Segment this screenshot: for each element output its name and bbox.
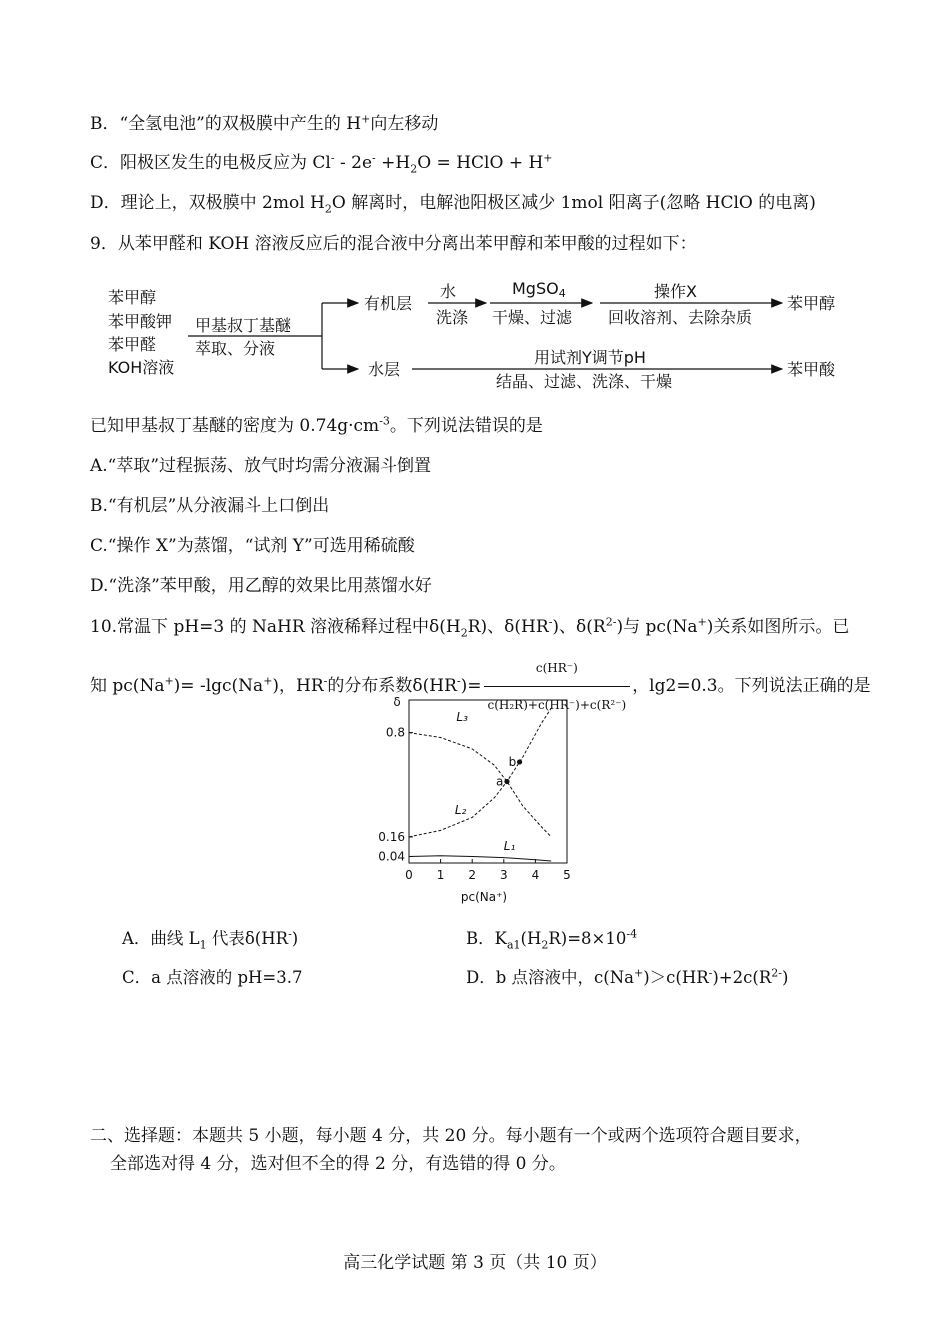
q8-option-c: C．阳极区发生的电极反应为 $Cl^- - 2e^- +H_2O$ = HClO + H+ — [90, 151, 553, 176]
plot-frame — [409, 700, 567, 863]
q8-option-d: D．理论上，双极膜中 2mol $H_2O$ 解离时，电解池阳极区减少 1mol 阳离子(忽略 HClO 的电离) — [90, 193, 816, 216]
flow-reagent-y-bottom: 结晶、过滤、洗涤、干燥 — [496, 372, 673, 391]
series-l2 — [409, 708, 551, 837]
q9-option-a: A.“萃取”过程振荡、放气时均需分液漏斗倒置 — [90, 456, 432, 476]
q10-option-d: D．b 点溶液中，$c(Na^+)>c(HR^-)+2c(R^{2-})$ — [466, 966, 789, 987]
flow-start-3: 苯甲醛 — [108, 335, 157, 354]
flow-op-x-bottom: 回收溶剂、去除杂质 — [608, 308, 753, 327]
curve-label-1: L₃ — [456, 710, 468, 725]
x-tick-label: 0 — [405, 868, 413, 882]
point-a — [504, 779, 509, 784]
q9-option-c: C.“操作 X”为蒸馏，“试剂 Y”可选用稀硫酸 — [90, 536, 415, 556]
curve-label-3: L₁ — [503, 838, 516, 853]
flow-aqueous-layer: 水层 — [368, 360, 401, 379]
flow-start-4: KOH溶液 — [108, 358, 175, 377]
x-tick-label: 1 — [436, 868, 445, 882]
flow-water-top: 水 — [440, 282, 457, 301]
x-axis-label: pc(Na⁺) — [460, 890, 508, 904]
flow-water-bottom: 洗涤 — [436, 308, 469, 327]
y-tick-label: 0.8 — [385, 725, 405, 740]
x-tick-label: 3 — [499, 868, 508, 882]
x-tick-label: 2 — [468, 868, 477, 882]
x-tick-label: 4 — [531, 868, 540, 882]
flow-product-benzoic-acid: 苯甲酸 — [787, 360, 836, 379]
point-b — [517, 759, 522, 764]
y-tick-label: 0.04 — [378, 849, 405, 864]
q9-stem: 9．从苯甲醛和 KOH 溶液反应后的混合液中分离出苯甲醇和苯甲酸的过程如下： — [90, 234, 697, 254]
q10-option-b: B．$K_{a1}(H_2R)=8\times 10^{-4}$ — [466, 927, 638, 952]
q10-chart — [375, 690, 585, 910]
q9-flow-diagram — [100, 275, 860, 395]
q9-known: 已知甲基叔丁基醚的密度为 $0.74g\cdot cm^{-3}$。下列说法错误的是 — [90, 414, 543, 436]
x-tick-label: 5 — [563, 868, 571, 882]
q10-stem-line2: 知 pc(Na+)= -lgc(Na+)，HR-的分布系数δ(HR-)= $\frac{c(HR^-)}{\text{c(H₂R)+c(HR⁻)+c(R²⁻)}}$ ，lg2=0.3。下列说法正确的是 — [90, 650, 871, 723]
flow-mgso4-bottom: 干燥、过滤 — [492, 308, 573, 327]
curve-label-2: L₂ — [454, 803, 467, 818]
y-axis-label: δ — [393, 695, 401, 709]
q10-stem-line1: 10.常温下 pH=3 的 NaHR 溶液稀释过程中$\delta(H_2R)$、δ(HR-)、$\delta(R^{2-})$与 pc(Na+)关系如图所示。已 — [90, 615, 850, 640]
q8-option-b: B．“全氢电池”的双极膜中产生的 H+向左移动 — [90, 112, 439, 134]
q10-option-a: A．曲线 $L_1$ 代表δ(HR-) — [122, 927, 299, 952]
q9-option-b: B.“有机层”从分液漏斗上口倒出 — [90, 496, 330, 516]
y-tick-label: 0.16 — [378, 829, 405, 844]
flow-reagent-y-top: 用试剂Y调节pH — [534, 348, 646, 367]
q10-option-c: C．a 点溶液的 pH=3.7 — [122, 968, 303, 987]
flow-mgso4-top: MgSO4 — [512, 279, 566, 300]
flow-start-2: 苯甲酸钾 — [108, 312, 173, 331]
section2-line1: 二、选择题：本题共 5 小题，每小题 4 分，共 20 分。每小题有一个或两个选项符合题目要求， — [90, 1126, 812, 1146]
series-l3 — [409, 733, 551, 837]
q9-option-d: D.“洗涤”苯甲酸，用乙醇的效果比用蒸馏水好 — [90, 576, 432, 596]
flow-op-x-top: 操作X — [654, 282, 697, 301]
section2-line2: 全部选对得 4 分，选对但不全的得 2 分，有选错的得 0 分。 — [110, 1154, 566, 1174]
series-l1 — [409, 856, 551, 861]
flow-product-benzyl-alcohol: 苯甲醇 — [787, 294, 836, 313]
flow-organic-layer: 有机层 — [364, 294, 413, 313]
flow-extract-top: 甲基叔丁基醚 — [195, 316, 292, 335]
point-label-b: b — [508, 754, 517, 769]
flow-start-1: 苯甲醇 — [108, 288, 157, 307]
distribution-fraction: $\frac{c(HR^-)}{\text{c(H₂R)+c(HR⁻)+c(R²⁻)}}$ — [484, 650, 631, 723]
point-label-a: a — [495, 774, 504, 789]
flow-extract-bottom: 萃取、分液 — [195, 339, 276, 358]
page-footer: 高三化学试题 第 3 页（共 10 页） — [343, 1253, 607, 1273]
